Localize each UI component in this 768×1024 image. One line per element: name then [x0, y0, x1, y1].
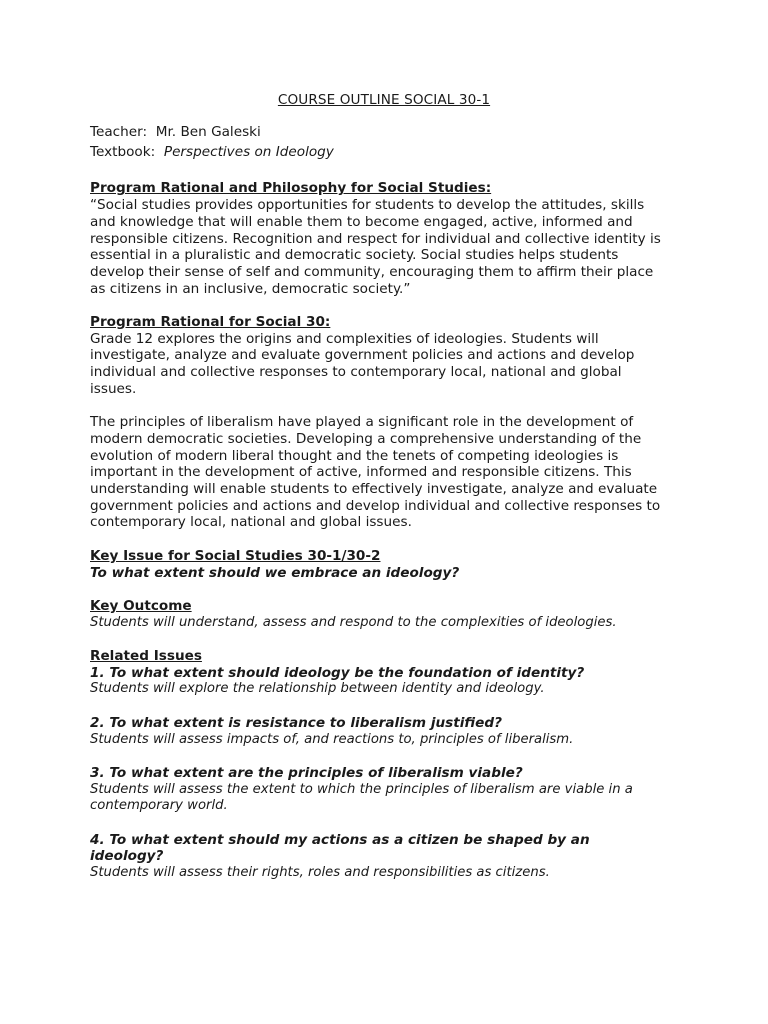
- social30-heading: Program Rational for Social 30:: [90, 314, 331, 331]
- social30-line: Grade 12 explores the origins and complexities of ideologies. Students will: [90, 330, 599, 347]
- document-title: COURSE OUTLINE SOCIAL 30-1: [277, 92, 491, 108]
- social30-line: important in the development of active, informed and responsible citizens. This: [90, 464, 632, 481]
- key-outcome-text: Students will understand, assess and respond to the complexities of ideologies.: [90, 614, 617, 630]
- textbook-line: [90, 144, 690, 161]
- social30-line: issues.: [90, 380, 137, 397]
- related-issue-question: 1. To what extent should ideology be the foundation of identity?: [90, 664, 585, 681]
- related-issue-question: ideology?: [90, 848, 164, 865]
- document-body: [90, 124, 690, 882]
- social30-line: understanding will enable students to effectively investigate, analyze and evaluate: [90, 481, 658, 498]
- philosophy-line: responsible citizens. Recognition and respect for individual and collective identity is: [90, 230, 661, 247]
- philosophy-line: develop their sense of self and community, encouraging them to affirm their place: [90, 263, 654, 280]
- teacher-name: Mr. Ben Galeski: [155, 124, 261, 140]
- related-issue-2: [90, 715, 690, 748]
- related-issue-description: contemporary world.: [90, 798, 228, 814]
- key-issue-heading: Key Issue for Social Studies 30-1/30-2: [90, 547, 381, 564]
- social30-line: investigate, analyze and evaluate government policies and actions and develop: [90, 347, 635, 364]
- teacher-line: [90, 124, 690, 141]
- related-issue-4: [90, 832, 690, 882]
- related-issue-1: [90, 665, 690, 698]
- key-issue-question: To what extent should we embrace an ideology?: [90, 564, 460, 581]
- philosophy-line: as citizens in an inclusive, democratic society.”: [90, 280, 411, 297]
- social30-paragraph-1: [90, 331, 690, 398]
- related-issue-question: 3. To what extent are the principles of liberalism viable?: [90, 764, 523, 781]
- philosophy-paragraph: [90, 197, 690, 297]
- social30-line: modern democratic societies. Developing a comprehensive understanding of the: [90, 430, 642, 447]
- textbook-label: Textbook:: [90, 143, 156, 160]
- related-issue-description: Students will explore the relationship between identity and ideology.: [90, 681, 545, 697]
- related-issue-3: [90, 765, 690, 815]
- philosophy-line: essential in a pluralistic and democratic society. Social studies helps students: [90, 247, 619, 264]
- social30-line: government policies and actions and develop individual and collective responses to: [90, 497, 661, 514]
- philosophy-heading: Program Rational and Philosophy for Social Studies:: [90, 180, 492, 197]
- related-issue-description: Students will assess impacts of, and reactions to, principles of liberalism.: [90, 731, 574, 747]
- social30-line: contemporary local, national and global issues.: [90, 514, 412, 531]
- key-outcome-heading: Key Outcome: [90, 597, 192, 614]
- textbook-title: Perspectives on Ideology: [163, 143, 334, 160]
- related-issues-heading: Related Issues: [90, 648, 202, 665]
- philosophy-line: “Social studies provides opportunities for students to develop the attitudes, skills: [90, 197, 645, 214]
- teacher-label: Teacher:: [90, 124, 148, 140]
- related-issue-question: 4. To what extent should my actions as a citizen be shaped by an: [90, 831, 590, 848]
- philosophy-line: and knowledge that will enable them to become engaged, active, informed and: [90, 213, 633, 230]
- related-issue-description: Students will assess the extent to which the principles of liberalism are viable in a: [90, 781, 633, 797]
- social30-paragraph-2: [90, 414, 690, 531]
- social30-line: evolution of modern liberal thought and the tenets of competing ideologies is: [90, 447, 619, 464]
- social30-line: individual and collective responses to contemporary local, national and global: [90, 364, 622, 381]
- social30-line: The principles of liberalism have played a significant role in the development of: [90, 414, 634, 431]
- related-issue-description: Students will assess their rights, roles and responsibilities as citizens.: [90, 865, 550, 881]
- related-issue-question: 2. To what extent is resistance to liberalism justified?: [90, 714, 502, 731]
